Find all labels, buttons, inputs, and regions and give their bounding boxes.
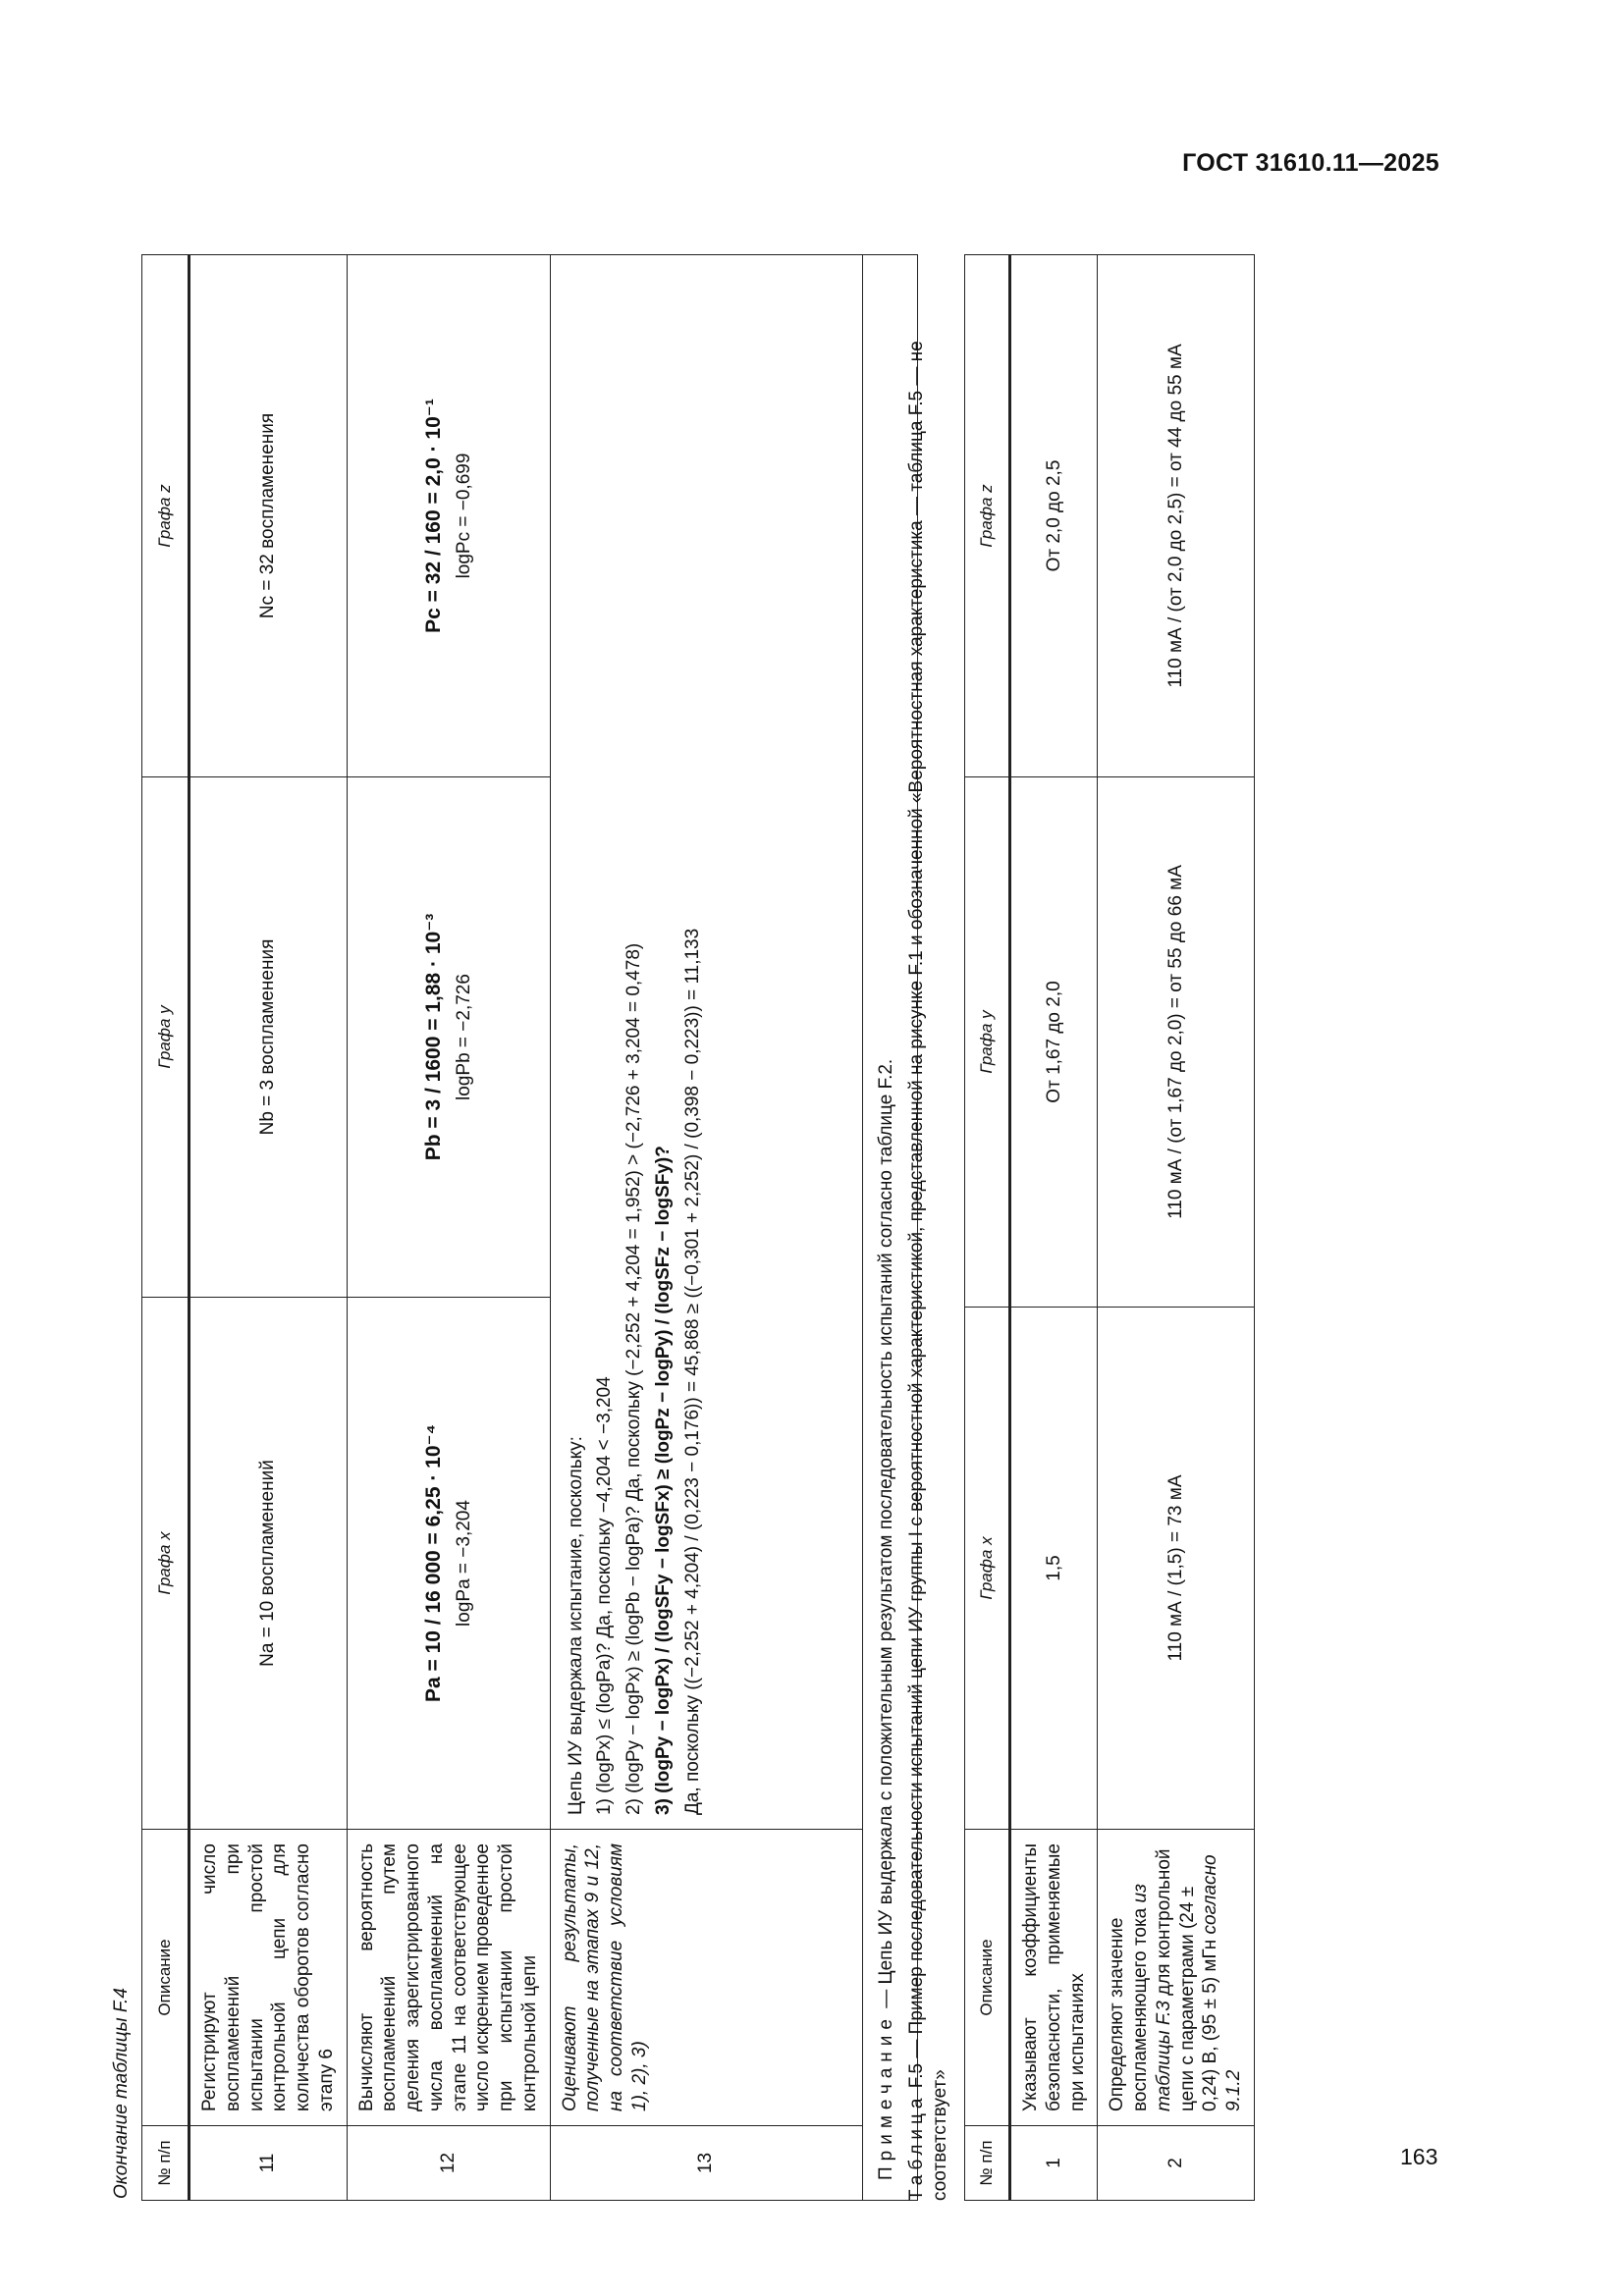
row-desc: Указывают коэффициенты безопасности, применяемые при испытаниях bbox=[1010, 1830, 1098, 2126]
cell-y: 110 мА / (от 1,67 до 2,0) = от 55 до 66 мА bbox=[1098, 777, 1255, 1308]
cell-y bbox=[347, 777, 550, 1298]
desc-part: Определяют значение воспламеняющего тока bbox=[1107, 1902, 1151, 2111]
desc-ref-clause: согласно 9.1.2 bbox=[1200, 1854, 1244, 2111]
evaluation-cell bbox=[550, 255, 862, 1830]
log-pa: logPa = −3,204 bbox=[453, 1500, 474, 1627]
table-f5 bbox=[964, 254, 1255, 2201]
log-pc: logPc = −0,699 bbox=[453, 453, 474, 579]
cell-z: 110 мА / (от 2,0 до 2,5) = от 44 до 55 мА bbox=[1098, 255, 1255, 777]
cell-x: 1,5 bbox=[1010, 1308, 1098, 1830]
row-num: 12 bbox=[347, 2126, 550, 2201]
condition-1: 1) (logPx) ≤ (logPa)? Да, поскольку −4,204 < −3,204 bbox=[594, 1376, 616, 1815]
col-header-y: Графа y bbox=[965, 777, 1010, 1308]
formula-pc: Pc = 32 / 160 = 2,0 · 10⁻¹ bbox=[421, 399, 445, 633]
table-row bbox=[1098, 255, 1255, 2201]
page-number: 163 bbox=[1400, 2144, 1438, 2169]
row-desc: Регистрируют число воспламенений при испытании простой контрольной цепи для количества оборотов согласно этапу 6 bbox=[189, 1830, 348, 2126]
condition-3: 3) (logPy − logPx) / (logSFy − logSFx) ≥ (logPz − logPy) / (logSFz − logSFy)? bbox=[652, 1146, 674, 1815]
col-header-z: Графа z bbox=[142, 255, 189, 777]
col-header-desc: Описание bbox=[965, 1830, 1010, 2126]
desc-part: для контрольной цепи с параметрами (24 ± 0,24) В, (95 ± 5) мГн bbox=[1153, 1848, 1221, 2111]
formula-pa: Pa = 10 / 16 000 = 6,25 · 10⁻⁴ bbox=[421, 1424, 445, 1703]
col-header-x: Графа x bbox=[142, 1298, 189, 1830]
desc-ref-table: из таблицы F.3 bbox=[1130, 1884, 1174, 2111]
log-pb: logPb = −2,726 bbox=[453, 974, 474, 1100]
cell-z: От 2,0 до 2,5 bbox=[1010, 255, 1098, 777]
col-header-z: Графа z bbox=[965, 255, 1010, 777]
table-f5-caption-text: F.5 — Пример последовательности испытаний цепи ИУ группы I с вероятностной характеристикой, представленной на рисунке F.1 и обозначенной «Вероятностная характеристика — таблица F.5 — не соответствует» bbox=[906, 341, 951, 2201]
table-f4 bbox=[141, 254, 918, 2201]
col-header-num: № п/п bbox=[965, 2126, 1010, 2201]
row-num: 1 bbox=[1010, 2126, 1098, 2201]
table-f5-caption-label: Таблица bbox=[906, 2093, 927, 2201]
table-f5-caption bbox=[905, 267, 953, 2201]
cell-y: От 1,67 до 2,0 bbox=[1010, 777, 1098, 1308]
cell-x: 110 мА / (1,5) = 73 мА bbox=[1098, 1308, 1255, 1830]
col-header-num: № п/п bbox=[142, 2126, 189, 2201]
document-code: ГОСТ 31610.11—2025 bbox=[1182, 149, 1439, 177]
condition-3-answer: Да, поскольку ((−2,252 + 4,204) / (0,223 − 0,176)) = 45,868 ≥ ((−0,301 + 2,252) / (0,398 − 0,223)) = 11,133 bbox=[681, 928, 703, 1815]
rotated-tables bbox=[108, 226, 1355, 2228]
row-desc: Вычисляют вероятность воспламенений путем деления зарегистрированного числа воспламенений на этапе 11 на соответствующее число искрением проведенное при испытании простой контрольной цепи bbox=[347, 1830, 550, 2126]
note-text: — Цепь ИУ выдержала с положительным результатом последовательность испытаний согласно таблице F.2. bbox=[875, 1058, 896, 2008]
row-desc: Оценивают результаты, полученные на этапах 9 и 12, на соответствие условиям 1), 2), 3) bbox=[550, 1830, 862, 2126]
cell-x: Na = 10 воспламенений bbox=[189, 1298, 348, 1830]
table-row bbox=[550, 255, 862, 2201]
row-num: 13 bbox=[550, 2126, 862, 2201]
row-num: 2 bbox=[1098, 2126, 1255, 2201]
row-desc bbox=[1098, 1830, 1255, 2126]
condition-2: 2) (logPy − logPx) ≥ (logPb − logPa)? Да, поскольку (−2,252 + 4,204 = 1,952) > (−2,726 + 3,204 = 0,478) bbox=[623, 942, 644, 1815]
col-header-desc: Описание bbox=[142, 1830, 189, 2126]
note-label: Примечание bbox=[875, 2013, 896, 2180]
table-row bbox=[1010, 255, 1098, 2201]
cell-z bbox=[347, 255, 550, 777]
cell-x bbox=[347, 1298, 550, 1830]
cell-y: Nb = 3 воспламенения bbox=[189, 777, 348, 1298]
eval-intro: Цепь ИУ выдержала испытание, поскольку: bbox=[565, 1436, 586, 1815]
table-f4-caption: Окончание таблицы F.4 bbox=[111, 1988, 132, 2199]
table-row bbox=[189, 255, 348, 2201]
col-header-y: Графа y bbox=[142, 777, 189, 1298]
cell-z: Nc = 32 воспламенения bbox=[189, 255, 348, 777]
row-num: 11 bbox=[189, 2126, 348, 2201]
table-row bbox=[347, 255, 550, 2201]
col-header-x: Графа x bbox=[965, 1308, 1010, 1830]
formula-pb: Pb = 3 / 1600 = 1,88 · 10⁻³ bbox=[421, 913, 445, 1161]
